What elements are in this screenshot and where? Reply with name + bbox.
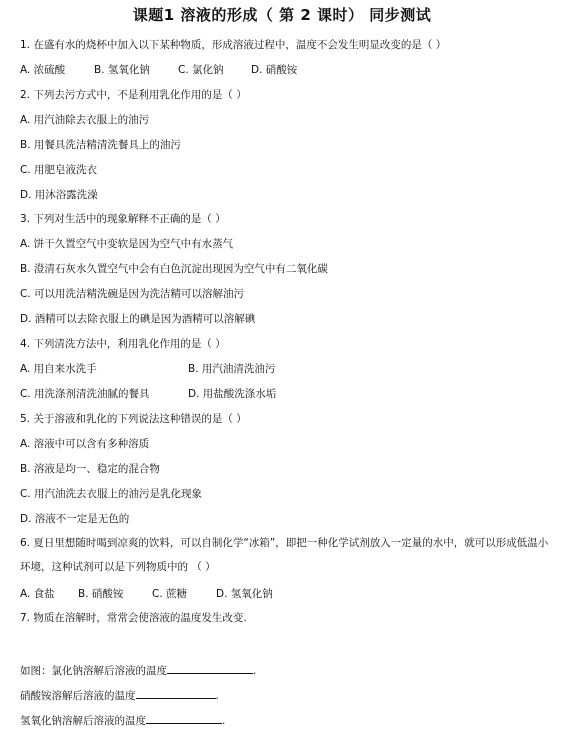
- option-b: B. 溶液是均一、稳定的混合物: [20, 463, 160, 475]
- option-b: B. 用餐具洗洁精清洗餐具上的油污: [20, 139, 181, 151]
- option-a: A. 饼干久置空气中变软是因为空气中有水蒸气: [20, 238, 234, 250]
- option-a: A. 用汽油除去衣服上的油污: [20, 114, 150, 126]
- question-4-stem: 4. 下列清洗方法中，利用乳化作用的是（ ）: [20, 338, 226, 350]
- question-3-stem: 3. 下列对生活中的现象解释不正确的是（ ）: [20, 213, 226, 225]
- fill-in-label: 氢氧化钠溶解后溶液的温度: [20, 715, 146, 727]
- option-c: C. 用汽油洗去衣服上的油污是乳化现象: [20, 488, 203, 500]
- question-2-stem: 2. 下列去污方式中，不是利用乳化作用的是（ ）: [20, 89, 247, 101]
- option-d: D. 用沐浴露洗澡: [20, 189, 98, 201]
- question-4-options-row-2: [20, 387, 276, 401]
- option-c: C. 蔗糖: [152, 588, 188, 600]
- question-4-options-row-1: [20, 362, 275, 376]
- option-c: C. 氯化钠: [178, 64, 224, 76]
- option-b: B. 用汽油清洗油污: [188, 363, 276, 375]
- page-title: 课题1 溶液的形成（ 第 2 课时） 同步测试: [132, 6, 432, 24]
- answer-blank[interactable]: [167, 662, 253, 674]
- option-d: D. 用盐酸洗涤水垢: [188, 388, 277, 400]
- question-5-stem: 5. 关于溶液和乳化的下列说法这种错误的是（ ）: [20, 413, 247, 425]
- question-1-stem: 1. 在盛有水的烧杯中加入以下某种物质，形成溶液过程中，温度不会发生明显改变的是（ ）: [20, 39, 447, 51]
- fill-in-label: 硝酸铵溶解后溶液的温度: [20, 690, 136, 702]
- fill-in-end: .: [253, 665, 257, 677]
- fill-in-end: .: [222, 715, 226, 727]
- option-a: A. 溶液中可以含有多种溶质: [20, 438, 150, 450]
- question-7-stem: 7. 物质在溶解时，常常会使溶液的温度发生改变.: [20, 612, 247, 624]
- fill-in-end: .: [215, 690, 219, 702]
- fill-in-line-3: [20, 712, 225, 728]
- answer-blank[interactable]: [136, 687, 216, 699]
- question-6-options: [20, 587, 273, 601]
- option-c: C. 用洗涤剂清洗油腻的餐具: [20, 388, 150, 400]
- fill-in-line-1: [20, 662, 256, 678]
- option-c: C. 用肥皂液洗衣: [20, 164, 98, 176]
- option-d: D. 硝酸铵: [251, 64, 298, 76]
- option-d: D. 酒精可以去除衣服上的碘是因为酒精可以溶解碘: [20, 313, 256, 325]
- question-1-options: [20, 63, 297, 77]
- question-6-stem: 6. 夏日里想随时喝到凉爽的饮料，可以自制化学“冰箱”，即把一种化学试剂放入一定量的水中，就可以形成低温小环境，这种试剂可以是下列物质中的 （ ）: [20, 537, 549, 573]
- option-d: D. 溶液不一定是无色的: [20, 513, 130, 525]
- option-b: B. 硝酸铵: [78, 588, 124, 600]
- option-a: A. 浓硫酸: [20, 64, 66, 76]
- option-a: A. 用自来水洗手: [20, 363, 97, 375]
- answer-blank[interactable]: [146, 712, 222, 724]
- option-d: D. 氢氧化钠: [216, 588, 273, 600]
- option-b: B. 氢氧化钠: [94, 64, 150, 76]
- fill-in-line-2: [20, 687, 219, 703]
- option-b: B. 澄清石灰水久置空气中会有白色沉淀出现因为空气中有二氧化碳: [20, 263, 328, 275]
- option-a: A. 食盐: [20, 588, 55, 600]
- fill-in-label: 如图：氯化钠溶解后溶液的温度: [20, 665, 167, 677]
- option-c: C. 可以用洗洁精洗碗是因为洗洁精可以溶解油污: [20, 288, 245, 300]
